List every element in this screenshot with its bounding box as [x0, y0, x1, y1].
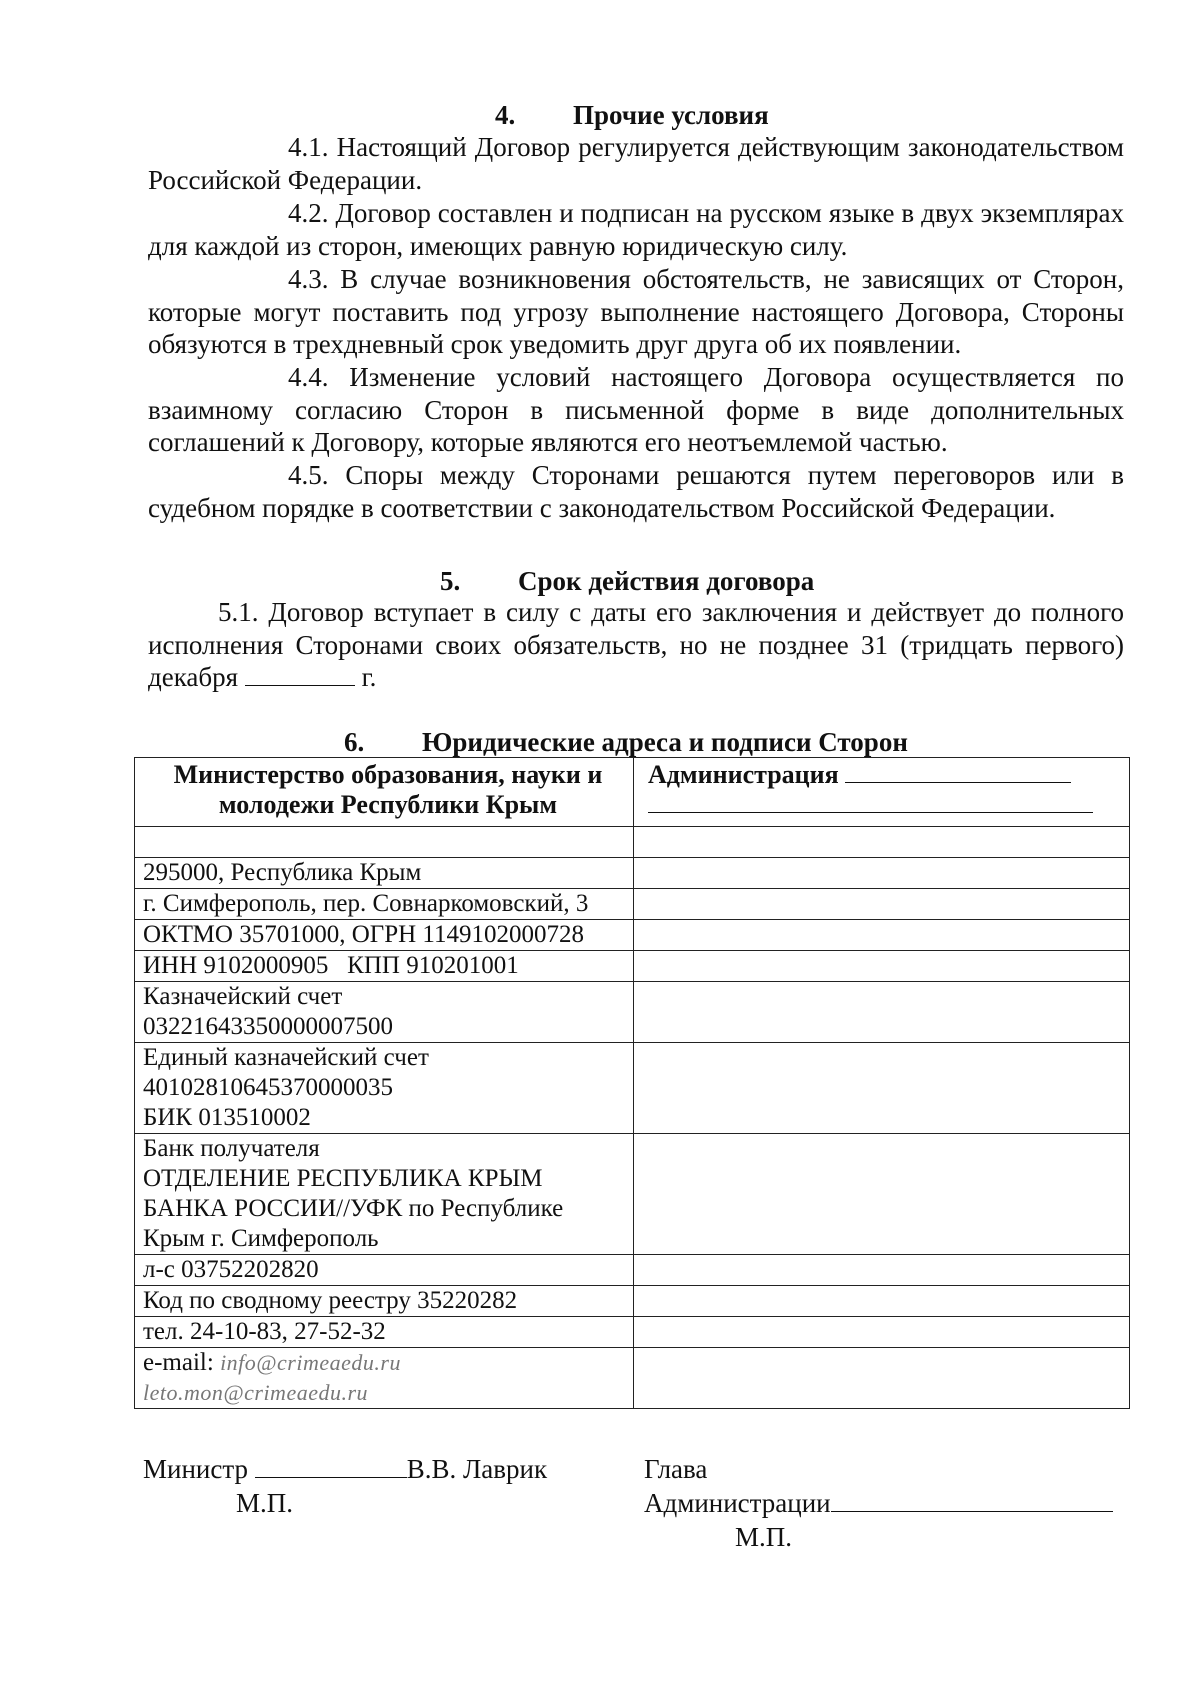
administration-name-blank-2: [648, 812, 1093, 813]
year-blank: [245, 685, 355, 686]
head-title: Глава: [644, 1454, 708, 1484]
section-title: Срок действия договора: [518, 566, 815, 596]
requisites-table: [134, 757, 1130, 1409]
table-row: ИНН 9102000905 КПП 910201001: [135, 951, 1130, 982]
head-signature-blank: [831, 1511, 1113, 1512]
table-row: Код по сводному реестру 35220282: [135, 1286, 1130, 1317]
table-row: [135, 827, 1130, 858]
head-signature-line: Администрации: [644, 1488, 1113, 1519]
section-4-heading: [495, 100, 769, 131]
section-title: Юридические адреса и подписи Сторон: [422, 727, 908, 757]
table-header-row: [135, 758, 1130, 827]
section-number: 4.: [495, 100, 516, 130]
email-cell: e-mail: info@crimeaedu.ru leto.mon@crimeaedu.ru: [135, 1348, 634, 1409]
email-link-1[interactable]: info@crimeaedu.ru: [220, 1350, 401, 1375]
table-row: Казначейский счет 03221643350000007500: [135, 982, 1130, 1043]
table-row: г. Симферополь, пер. Совнаркомовский, 3: [135, 889, 1130, 920]
minister-seal: М.П.: [236, 1488, 294, 1518]
section-number: 6.: [344, 727, 365, 757]
administration-header: Администрация: [634, 758, 1130, 827]
head-seal: М.П.: [735, 1522, 793, 1552]
ministry-header: Министерство образования, науки и молодежи Республики Крым: [135, 758, 634, 827]
administration-name-blank: [845, 782, 1071, 783]
minister-signature-blank: [255, 1477, 407, 1478]
table-row: [135, 1348, 1130, 1409]
table-row: ОКТМО 35701000, ОГРН 1149102000728: [135, 920, 1130, 951]
section-title: Прочие условия: [573, 100, 769, 130]
table-row: тел. 24-10-83, 27-52-32: [135, 1317, 1130, 1348]
clause-4-1: 4.1. Настоящий Договор регулируется действующим законодательством Российской Федерации.: [148, 132, 1125, 195]
clause-5-1: 5.1. Договор вступает в силу с даты его заключения и действует до полного исполнения Сторонами своих обязательств, но не позднее 31 (тридцать первого) декабря г.: [148, 597, 1124, 693]
section-5-heading: [440, 566, 814, 597]
section-6-heading: [344, 727, 908, 758]
clause-4-5: 4.5. Споры между Сторонами решаются путем переговоров или в судебном порядке в соответствии с законодательством Российской Федерации.: [148, 460, 1124, 523]
clause-4-3: 4.3. В случае возникновения обстоятельств, не зависящих от Сторон, которые могут поставить под угрозу выполнение настоящего Договора, Стороны обязуются в трехдневный срок уведомить друг друга об их появлении.: [148, 264, 1125, 360]
minister-signature-line: Министр В.В. Лаврик: [143, 1454, 548, 1484]
section-number: 5.: [440, 566, 461, 596]
email-link-2[interactable]: leto.mon@crimeaedu.ru: [143, 1380, 369, 1405]
table-row: 295000, Республика Крым: [135, 858, 1130, 889]
table-row: Единый казначейский счет 40102810645370000035 БИК 013510002: [135, 1043, 1130, 1134]
clause-4-4: 4.4. Изменение условий настоящего Договора осуществляется по взаимному согласию Сторон в письменной форме в виде дополнительных соглашений к Договору, которые являются его неотъемлемой частью.: [148, 362, 1124, 458]
clause-4-2: 4.2. Договор составлен и подписан на русском языке в двух экземплярах для каждой из сторон, имеющих равную юридическую силу.: [148, 198, 1124, 261]
table-row: Банк получателя ОТДЕЛЕНИЕ РЕСПУБЛИКА КРЫМ БАНКА РОССИИ//УФК по Республике Крым г. Симферополь: [135, 1134, 1130, 1255]
table-row: л-с 03752202820: [135, 1255, 1130, 1286]
